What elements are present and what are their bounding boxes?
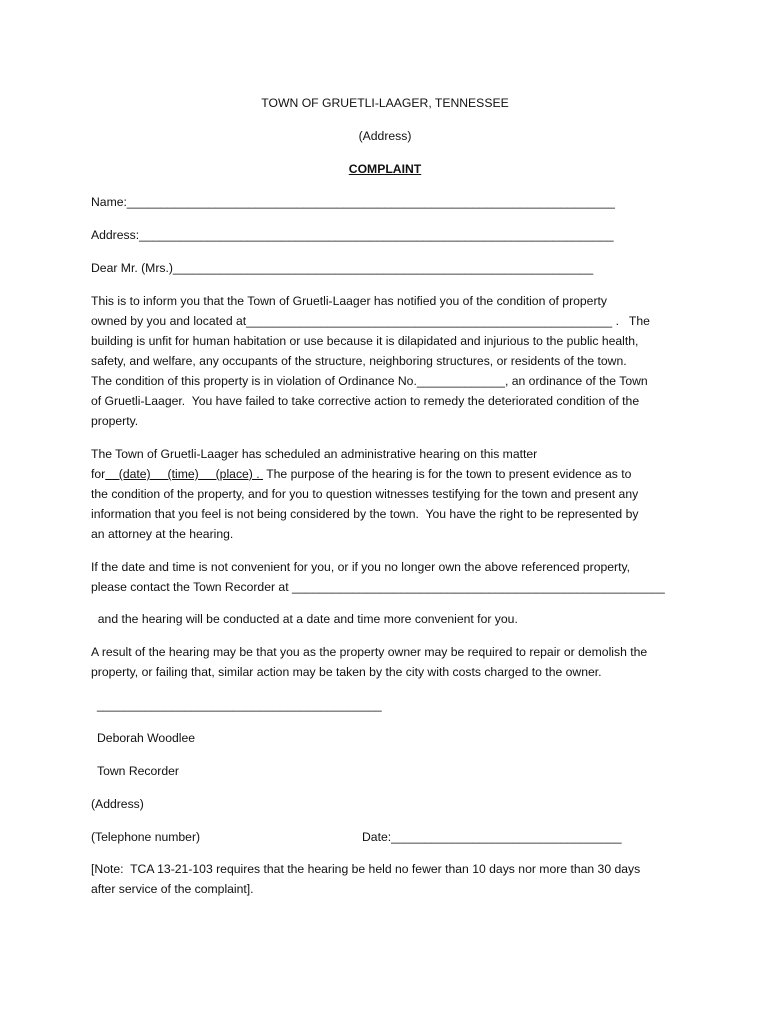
document-title: COMPLAINT bbox=[348, 162, 422, 176]
para3-line: please contact the Town Recorder at _______________________________________________________ bbox=[91, 580, 665, 594]
telephone-number: (Telephone number) bbox=[91, 830, 201, 844]
para1-line: This is to inform you that the Town of Gruetli-Laager has notified you of the condition of property bbox=[91, 294, 607, 308]
note-line: after service of the complaint]. bbox=[91, 882, 254, 896]
para1-line: The condition of this property is in violation of Ordinance No._____________, an ordinance of the Town bbox=[91, 374, 648, 388]
note-line: [Note: TCA 13-21-103 requires that the hearing be held no fewer than 10 days nor more than 30 days bbox=[91, 862, 641, 876]
hearing-details-blank: (date) (time) (place) . bbox=[105, 467, 264, 481]
para1-line: of Gruetli-Laager. You have failed to take corrective action to remedy the deteriorated condition of the bbox=[91, 394, 640, 408]
recorder-address: (Address) bbox=[91, 797, 144, 811]
signer-title: Town Recorder bbox=[97, 764, 179, 778]
para2-line: information that you feel is not being considered by the town. You have the right to be represented by bbox=[91, 507, 639, 521]
for-text: for bbox=[91, 467, 106, 481]
para4-line: A result of the hearing may be that you as the property owner may be required to repair or demolish the bbox=[91, 645, 648, 659]
para2-line: the condition of the property, and for you to question witnesses testifying for the town and present any bbox=[91, 487, 639, 501]
para1-line: owned by you and located at______________________________________________________ . The bbox=[91, 314, 650, 328]
para3-line: and the hearing will be conducted at a date and time more convenient for you. bbox=[91, 612, 518, 626]
town-heading: TOWN OF GRUETLI-LAAGER, TENNESSEE bbox=[261, 96, 509, 110]
address-field: Address:______________________________________________________________________ bbox=[91, 228, 614, 242]
signer-name: Deborah Woodlee bbox=[97, 731, 196, 745]
para1-line: building is unfit for human habitation or use because it is dilapidated and injurious to the public health, bbox=[91, 334, 639, 348]
para2-line: The Town of Gruetli-Laager has scheduled an administrative hearing on this matter bbox=[91, 447, 538, 461]
para2-line bbox=[91, 467, 631, 481]
salutation-field: Dear Mr. (Mrs.)______________________________________________________________ bbox=[91, 261, 594, 275]
para4-line: property, or failing that, similar action may be taken by the city with costs charged to the owner. bbox=[91, 665, 602, 679]
name-field: Name:________________________________________________________________________ bbox=[91, 195, 615, 209]
para2-line: an attorney at the hearing. bbox=[91, 527, 234, 541]
purpose-text: The purpose of the hearing is for the town to present evidence as to bbox=[263, 467, 632, 481]
para1-line: safety, and welfare, any occupants of the structure, neighboring structures, or residents of the town. bbox=[91, 354, 627, 368]
para1-line: property. bbox=[91, 414, 139, 428]
para3-line: If the date and time is not convenient for you, or if you no longer own the above referenced property, bbox=[91, 560, 631, 574]
signature-line: __________________________________________ bbox=[97, 698, 382, 712]
town-address: (Address) bbox=[358, 129, 412, 143]
date-field: Date:__________________________________ bbox=[362, 830, 622, 844]
